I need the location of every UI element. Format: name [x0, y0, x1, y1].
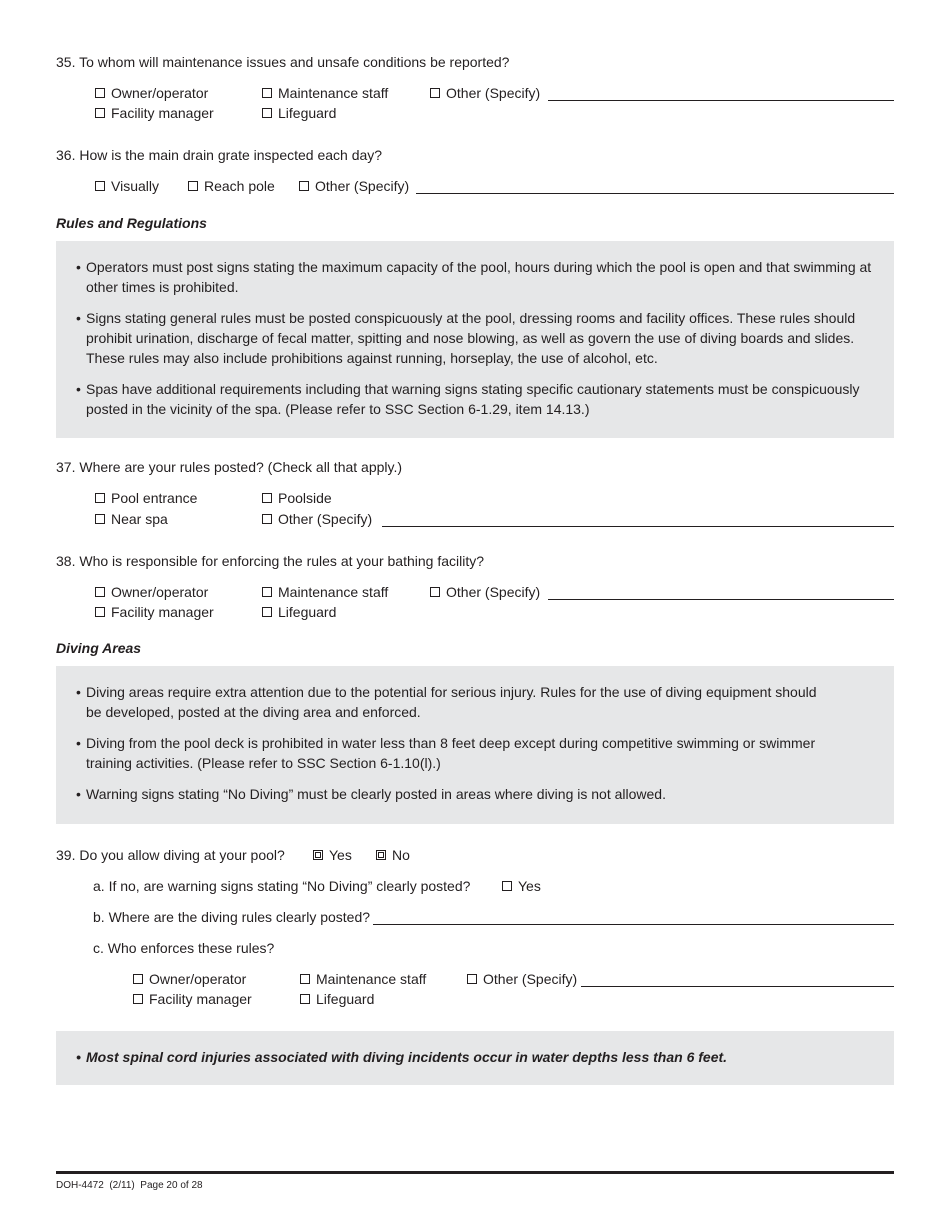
diving-bullet: • Diving from the pool deck is prohibited in water less than 8 feet deep except during competitive swimming or swimmer training activities. (Please refer to SSC Section 6-1.10(l).) [76, 733, 874, 773]
q35-other-option[interactable]: Other (Specify) [430, 85, 540, 101]
q39-yes-option[interactable]: Yes [313, 847, 352, 863]
checkbox[interactable] [133, 974, 143, 984]
checkbox[interactable] [95, 108, 105, 118]
q39c-other-specify-line[interactable] [581, 986, 894, 987]
q35-lifeguard-option[interactable]: Lifeguard [262, 105, 336, 121]
checkbox[interactable] [467, 974, 477, 984]
q38-other-option[interactable]: Other (Specify) [430, 584, 540, 600]
q37-poolside-option[interactable]: Poolside [262, 490, 332, 506]
q36-reach-pole-option[interactable]: Reach pole [188, 178, 275, 194]
q39b-question: b. Where are the diving rules clearly posted? [93, 909, 371, 925]
q39c-question: c. Who enforces these rules? [93, 940, 275, 956]
checkbox[interactable] [376, 850, 386, 860]
checkbox[interactable] [95, 514, 105, 524]
checkbox[interactable] [262, 587, 272, 597]
checkbox[interactable] [300, 974, 310, 984]
checkbox[interactable] [95, 493, 105, 503]
checkbox[interactable] [133, 994, 143, 1004]
checkbox[interactable] [95, 607, 105, 617]
q39c-lifeguard-option[interactable]: Lifeguard [300, 991, 374, 1007]
diving-section-title: Diving Areas [56, 640, 142, 656]
checkbox[interactable] [95, 587, 105, 597]
checkbox[interactable] [430, 88, 440, 98]
diving-info-box [56, 666, 894, 824]
checkbox[interactable] [502, 881, 512, 891]
rules-section-title: Rules and Regulations [56, 215, 207, 231]
checkbox[interactable] [262, 514, 272, 524]
q39c-maintenance-staff-option[interactable]: Maintenance staff [300, 971, 426, 987]
q38-question: 38. Who is responsible for enforcing the rules at your bathing facility? [56, 553, 485, 569]
q39b-answer-line[interactable] [373, 924, 894, 925]
checkbox[interactable] [262, 88, 272, 98]
checkbox[interactable] [262, 493, 272, 503]
q37-other-specify-line[interactable] [382, 526, 894, 527]
checkbox[interactable] [299, 181, 309, 191]
q39-question: 39. Do you allow diving at your pool? [56, 847, 285, 863]
checkbox[interactable] [262, 108, 272, 118]
diving-bullet: • Diving areas require extra attention due to the potential for serious injury. Rules for the use of diving equipment should be developed, posted at the diving area and enforced. [76, 682, 874, 722]
q39a-question: a. If no, are warning signs stating “No Diving” clearly posted? [93, 878, 471, 894]
q39c-other-option[interactable]: Other (Specify) [467, 971, 577, 987]
diving-bullet: • Warning signs stating “No Diving” must be clearly posted in areas where diving is not allowed. [76, 784, 874, 804]
page-footer: DOH-4472 (2/11) Page 20 of 28 [56, 1180, 203, 1191]
q39c-owner-operator-option[interactable]: Owner/operator [133, 971, 246, 987]
q38-facility-manager-option[interactable]: Facility manager [95, 604, 214, 620]
checkbox[interactable] [300, 994, 310, 1004]
spinal-injury-note-box [56, 1031, 894, 1085]
q38-maintenance-staff-option[interactable]: Maintenance staff [262, 584, 388, 600]
rules-info-box [56, 241, 894, 438]
checkbox[interactable] [95, 88, 105, 98]
q36-visually-option[interactable]: Visually [95, 178, 159, 194]
q38-owner-operator-option[interactable]: Owner/operator [95, 584, 208, 600]
rules-bullet: • Signs stating general rules must be posted conspicuously at the pool, dressing rooms and facility offices. These rules should prohibit urination, discharge of fecal matter, spitting and nose blowing, as well as govern the use of diving boards and slides. These rules may also include prohibitions against running, horseplay, the use of alcohol, etc. [76, 308, 874, 368]
q37-other-option[interactable]: Other (Specify) [262, 511, 372, 527]
q38-other-specify-line[interactable] [548, 599, 894, 600]
q35-maintenance-staff-option[interactable]: Maintenance staff [262, 85, 388, 101]
q35-facility-manager-option[interactable]: Facility manager [95, 105, 214, 121]
q36-other-option[interactable]: Other (Specify) [299, 178, 409, 194]
q37-pool-entrance-option[interactable]: Pool entrance [95, 490, 197, 506]
q36-other-specify-line[interactable] [416, 193, 894, 194]
q39-no-option[interactable]: No [376, 847, 410, 863]
checkbox[interactable] [262, 607, 272, 617]
checkbox[interactable] [430, 587, 440, 597]
rules-bullet: • Spas have additional requirements including that warning signs stating specific cautionary statements must be conspicuously posted in the vicinity of the spa. (Please refer to SSC Section 6-1.29, item 14.13.) [76, 379, 874, 419]
q37-near-spa-option[interactable]: Near spa [95, 511, 168, 527]
q39a-yes-option[interactable]: Yes [502, 878, 541, 894]
q35-question: 35. To whom will maintenance issues and unsafe conditions be reported? [56, 54, 510, 70]
q38-lifeguard-option[interactable]: Lifeguard [262, 604, 336, 620]
q35-owner-operator-option[interactable]: Owner/operator [95, 85, 208, 101]
q36-question: 36. How is the main drain grate inspected each day? [56, 147, 383, 163]
checkbox[interactable] [313, 850, 323, 860]
q35-other-specify-line[interactable] [548, 100, 894, 101]
checkbox[interactable] [95, 181, 105, 191]
q37-question: 37. Where are your rules posted? (Check all that apply.) [56, 459, 403, 475]
q39c-facility-manager-option[interactable]: Facility manager [133, 991, 252, 1007]
rules-bullet: • Operators must post signs stating the maximum capacity of the pool, hours during which the pool is open and that swimming at other times is prohibited. [76, 257, 874, 297]
checkbox[interactable] [188, 181, 198, 191]
spinal-injury-note: • Most spinal cord injuries associated with diving incidents occur in water depths less than 6 feet. [76, 1047, 874, 1067]
footer-rule [56, 1171, 894, 1174]
